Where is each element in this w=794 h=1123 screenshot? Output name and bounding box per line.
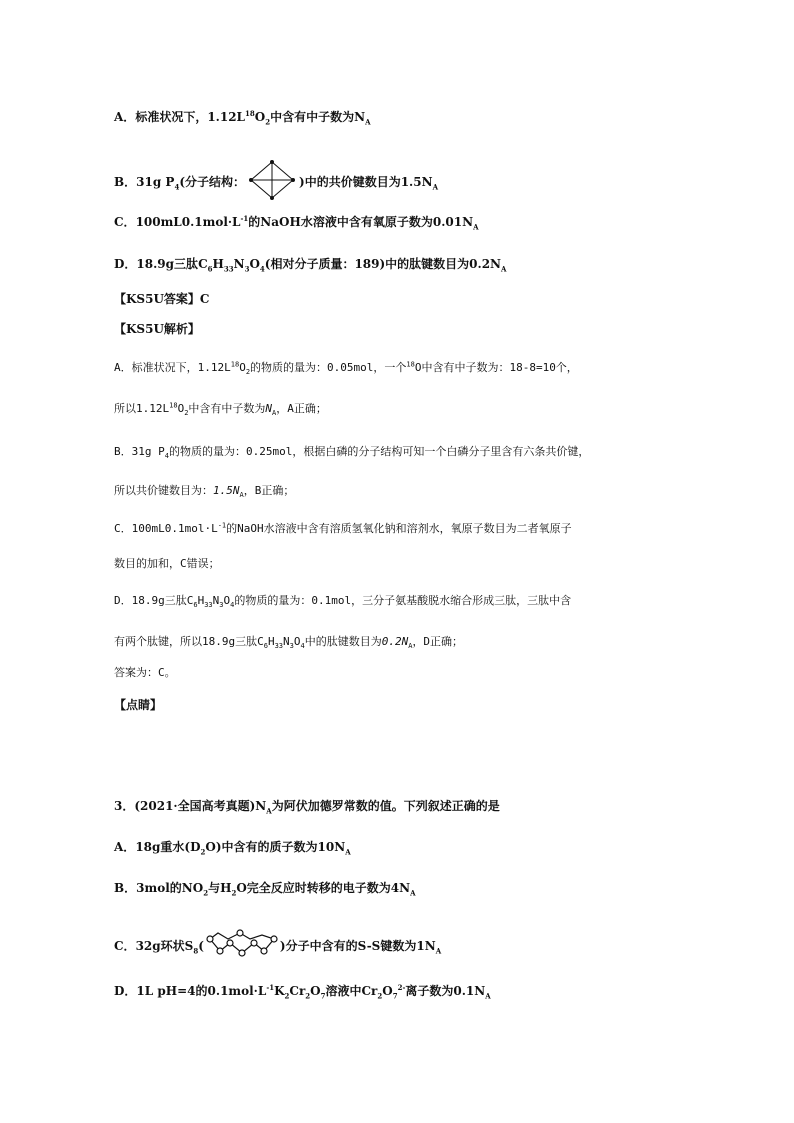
analysis-final-answer: 答案为：C。: [114, 666, 176, 679]
analysis-d-line1: D．18.9g三肽$C_6H_{33}N_3O_4$的物质的量为：0.1mol，三分子氨基酸脱水缩合形成三肽，三肽中含: [114, 594, 572, 610]
q2-option-d: D．18.9g三肽$C_6H_{33}N_3O_4$(相对分子质量：189)中的肽键数目为$0.2N_A$: [114, 257, 507, 274]
analysis-d-line2: 有两个肽键，所以18.9g三肽$C_6H_{33}N_3O_4$中的肽键数目为$0.2N_A$，D正确；: [114, 635, 464, 651]
analysis-b-line2: 所以共价键数目为：$1.5N_A$，B正确；: [114, 484, 295, 500]
q3-option-c: C．32g环状$S_8$( )分子中含有的S-S键数为$1N_A$: [114, 929, 441, 964]
q2-option-a: A．标准状况下，$1.12L^{18}O_2$中含有中子数为$N_A$: [114, 109, 371, 127]
answer-line: 【KS5U答案】C: [114, 292, 210, 306]
dianjing-label: 【点睛】: [114, 698, 163, 712]
q2-option-b: B．31g $P_4$(分子结构： )中的共价键数目为$1.5N_A$: [114, 160, 438, 205]
s8-ring-diagram: [206, 929, 278, 964]
q3-option-a: A．18g重水$(D_2O)$中含有的质子数为$10N_A$: [114, 840, 351, 857]
analysis-a-line2: 所以$1.12L^{18}O_2$中含有中子数为$N_A$，A正确；: [114, 401, 327, 418]
p4-tetrahedron-diagram: [247, 160, 297, 205]
q3-stem: 3．(2021·全国高考真题)$N_A$为阿伏加德罗常数的值。下列叙述正确的是: [114, 799, 500, 816]
analysis-a-line1: A．标准状况下，$1.12L^{18}O_2$的物质的量为：0.05mol，一个$^{18}$O中含有中子数为：18-8=10个，: [114, 360, 578, 377]
q2-option-c: C．$100mL0.1mol\cdot L^{-1}$的NaOH水溶液中含有氧原子数为$0.01N_A$: [114, 214, 479, 232]
analysis-c-line2: 数目的加和，C错误；: [114, 557, 220, 570]
analysis-label: 【KS5U解析】: [114, 322, 200, 336]
q3-option-b: B．3mol的$NO_2$与$H_2O$完全反应时转移的电子数为$4N_A$: [114, 881, 416, 898]
q3-option-d: D．1L pH=4的$0.1mol\cdot L^{-1}K_2Cr_2O_7$溶液中$Cr_2O_7^{2-}$离子数为$0.1N_A$: [114, 983, 491, 1001]
analysis-c-line1: C．$100mL0.1mol\cdot L^{-1}$的NaOH水溶液中含有溶质氢氧化钠和溶剂水，氧原子数目为二者氧原子: [114, 521, 572, 535]
analysis-b-line1: B．31g $P_4$的物质的量为：0.25mol，根据白磷的分子结构可知一个白磷分子里含有六条共价键，: [114, 445, 590, 461]
